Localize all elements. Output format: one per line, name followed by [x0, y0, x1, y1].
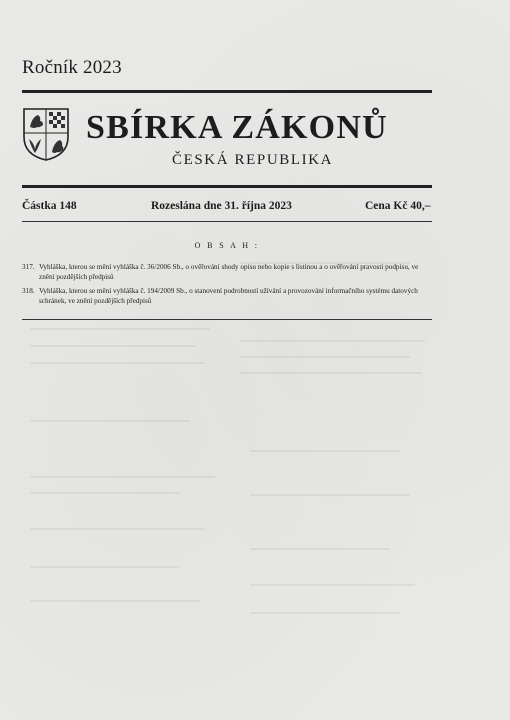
entry-text: Vyhláška, kterou se mění vyhláška č. 36/2006 Sb., o ověřování shody opisu nebo kopie s listinou a o ověřování pravosti podpisu, ve znění pozdějších předpisů	[39, 263, 419, 281]
contents-entry	[22, 286, 434, 306]
contents-heading: O B S A H :	[194, 241, 260, 250]
meta-bottom-rule	[22, 221, 432, 222]
part-number: Částka 148	[22, 200, 77, 212]
contents-bottom-rule	[22, 319, 432, 320]
volume-year: Ročník 2023	[22, 57, 122, 78]
meta-top-rule	[22, 185, 432, 188]
price: Cena Kč 40,–	[365, 200, 431, 212]
entry-text: Vyhláška, kterou se mění vyhláška č. 194/2009 Sb., o stanovení podrobností užívání a provozování informačního systému datových schránek, ve znění pozdějších předpisů	[39, 287, 418, 305]
contents-entry	[22, 262, 434, 282]
gazette-title: SBÍRKA ZÁKONŮ	[86, 109, 388, 146]
entry-number: 317.	[22, 263, 35, 271]
entry-number: 318.	[22, 287, 35, 295]
header-top-rule	[22, 90, 432, 93]
gazette-subtitle: ČESKÁ REPUBLIKA	[172, 152, 334, 168]
czech-coat-of-arms-icon	[22, 107, 70, 161]
distribution-date: Rozeslána dne 31. října 2023	[151, 200, 292, 212]
